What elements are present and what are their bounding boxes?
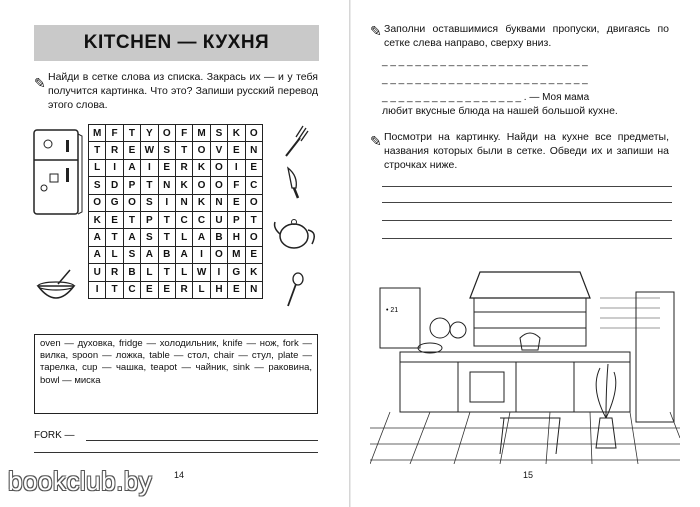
grid-cell[interactable]: O [123, 194, 140, 211]
grid-cell[interactable]: W [141, 142, 158, 159]
grid-cell[interactable]: U [89, 264, 106, 281]
grid-cell[interactable]: A [193, 229, 210, 246]
grid-cell[interactable]: N [175, 194, 192, 211]
grid-cell[interactable]: N [210, 194, 227, 211]
grid-cell[interactable]: T [141, 177, 158, 194]
grid-cell[interactable]: B [123, 264, 140, 281]
grid-cell[interactable]: Y [141, 125, 158, 142]
grid-cell[interactable]: E [158, 281, 175, 298]
grid-cell[interactable]: A [141, 246, 158, 263]
grid-cell[interactable]: L [106, 246, 123, 263]
page-number-left: 14 [174, 470, 185, 480]
grid-cell[interactable]: N [245, 142, 262, 159]
grid-cell[interactable]: L [175, 264, 192, 281]
grid-cell[interactable]: I [141, 159, 158, 176]
grid-cell[interactable]: S [141, 194, 158, 211]
grid-cell[interactable]: K [193, 194, 210, 211]
grid-cell[interactable]: R [106, 142, 123, 159]
grid-cell[interactable]: O [245, 125, 262, 142]
grid-cell[interactable]: U [210, 211, 227, 228]
grid-cell[interactable]: P [141, 211, 158, 228]
grid-cell[interactable]: S [158, 142, 175, 159]
task-1-instructions: Найди в сетке слова из списка. Закрась их — и у тебя получится картинка. Что это? Запиши русский перевод этого слова. [48, 71, 318, 111]
grid-cell[interactable]: G [106, 194, 123, 211]
grid-cell[interactable]: S [141, 229, 158, 246]
kitchen-illustration [370, 268, 680, 464]
grid-cell[interactable]: R [175, 159, 192, 176]
grid-cell[interactable]: K [193, 159, 210, 176]
grid-cell[interactable]: F [106, 125, 123, 142]
grid-cell[interactable]: F [228, 177, 245, 194]
grid-cell[interactable]: A [175, 246, 192, 263]
fill-blank-row-1[interactable]: _ _ _ _ _ _ _ _ _ _ _ _ _ _ _ _ _ _ _ _ _ _ _ _ _ [382, 56, 588, 67]
sentence-ending: любит вкусные блюда на нашей большой кухне. [382, 105, 618, 117]
grid-cell[interactable]: O [210, 177, 227, 194]
grid-cell[interactable]: V [210, 142, 227, 159]
grid-cell[interactable]: A [89, 229, 106, 246]
grid-cell[interactable]: C [245, 177, 262, 194]
grid-cell[interactable]: N [245, 281, 262, 298]
grid-cell[interactable]: H [228, 229, 245, 246]
write-line-2[interactable] [382, 202, 672, 203]
grid-cell[interactable]: O [193, 177, 210, 194]
fill-blank-row-3[interactable]: _ _ _ _ _ _ _ _ _ _ _ _ _ _ _ _ _ . — Моя мама [382, 92, 590, 103]
fork-answer-label: FORK — [34, 430, 75, 441]
grid-cell[interactable]: F [175, 125, 192, 142]
grid-cell[interactable]: S [89, 177, 106, 194]
grid-cell[interactable]: A [123, 159, 140, 176]
grid-cell[interactable]: H [210, 281, 227, 298]
grid-cell[interactable]: N [158, 177, 175, 194]
grid-cell[interactable]: E [245, 246, 262, 263]
grid-cell[interactable]: L [89, 159, 106, 176]
grid-cell[interactable]: T [106, 229, 123, 246]
grid-cell[interactable]: K [228, 125, 245, 142]
pencil-icon: ✎ [370, 23, 382, 39]
grid-cell[interactable]: E [245, 159, 262, 176]
grid-cell[interactable]: M [228, 246, 245, 263]
grid-cell[interactable]: O [210, 159, 227, 176]
fill-blank-row-2[interactable]: _ _ _ _ _ _ _ _ _ _ _ _ _ _ _ _ _ _ _ _ _ _ _ _ _ [382, 74, 588, 85]
grid-cell[interactable]: T [123, 125, 140, 142]
grid-cell[interactable]: M [89, 125, 106, 142]
write-line-1[interactable] [382, 186, 672, 187]
page-title: KITCHEN — КУХНЯ [34, 25, 319, 61]
grid-cell[interactable]: S [123, 246, 140, 263]
write-line-4[interactable] [382, 238, 672, 239]
grid-cell[interactable]: P [228, 211, 245, 228]
grid-cell[interactable]: C [193, 211, 210, 228]
watermark: bookclub.by [8, 466, 153, 496]
grid-cell[interactable]: O [245, 194, 262, 211]
grid-cell[interactable]: I [158, 194, 175, 211]
grid-cell[interactable]: O [245, 229, 262, 246]
grid-cell[interactable]: K [175, 177, 192, 194]
grid-cell[interactable]: T [158, 211, 175, 228]
grid-cell[interactable]: W [193, 264, 210, 281]
grid-cell[interactable]: T [158, 229, 175, 246]
grid-cell[interactable]: T [175, 142, 192, 159]
grid-cell[interactable]: O [193, 142, 210, 159]
grid-cell[interactable]: I [228, 159, 245, 176]
grid-cell[interactable]: R [106, 264, 123, 281]
grid-cell[interactable]: B [210, 229, 227, 246]
grid-cell[interactable]: A [89, 246, 106, 263]
pencil-icon: ✎ [370, 133, 382, 149]
grid-cell[interactable]: E [141, 281, 158, 298]
grid-cell[interactable]: O [89, 194, 106, 211]
grid-cell[interactable]: C [175, 211, 192, 228]
grid-cell[interactable]: E [106, 211, 123, 228]
task-3-instructions: Посмотри на картинку. Найди на кухне все предметы, названия которых были в сетке. Обведи их и запиши на строчках ниже. [384, 131, 669, 171]
grid-cell[interactable]: L [193, 281, 210, 298]
grid-cell[interactable]: I [106, 159, 123, 176]
word-list-box: oven — духовка, fridge — холодильник, knife — нож, fork — вилка, spoon — ложка, table — стол, chair — стул, plate — тарелка, cup — чашка, teapot — чайник, sink — раковина, bowl — миска [34, 334, 318, 414]
grid-cell[interactable]: K [245, 264, 262, 281]
grid-cell[interactable]: G [228, 264, 245, 281]
grid-cell[interactable]: M [193, 125, 210, 142]
task-2-instructions: Заполни оставшимися буквами пропуски, двигаясь по сетке слева направо, сверху вниз. [384, 23, 669, 49]
svg-text:• 21: • 21 [386, 307, 399, 314]
grid-cell[interactable]: R [175, 281, 192, 298]
grid-cell[interactable]: T [123, 211, 140, 228]
grid-cell[interactable]: P [123, 177, 140, 194]
grid-cell[interactable]: L [141, 264, 158, 281]
grid-cell[interactable]: O [210, 246, 227, 263]
grid-cell[interactable]: E [123, 142, 140, 159]
grid-cell[interactable]: C [123, 281, 140, 298]
grid-cell[interactable]: E [228, 281, 245, 298]
grid-cell[interactable]: I [89, 281, 106, 298]
grid-cell[interactable]: I [193, 246, 210, 263]
grid-cell[interactable]: S [210, 125, 227, 142]
grid-cell[interactable]: T [245, 211, 262, 228]
grid-cell[interactable]: T [158, 264, 175, 281]
grid-cell[interactable]: E [158, 159, 175, 176]
grid-cell[interactable]: T [106, 281, 123, 298]
pencil-icon: ✎ [34, 75, 46, 91]
grid-cell[interactable]: I [210, 264, 227, 281]
write-line-3[interactable] [382, 220, 672, 221]
grid-cell[interactable]: T [89, 142, 106, 159]
grid-cell[interactable]: K [89, 211, 106, 228]
grid-cell[interactable]: E [228, 194, 245, 211]
page-number-right: 15 [523, 470, 534, 480]
grid-cell[interactable]: D [106, 177, 123, 194]
grid-cell[interactable]: B [158, 246, 175, 263]
grid-cell[interactable]: O [158, 125, 175, 142]
grid-cell[interactable]: L [175, 229, 192, 246]
grid-cell[interactable]: A [123, 229, 140, 246]
grid-cell[interactable]: E [228, 142, 245, 159]
